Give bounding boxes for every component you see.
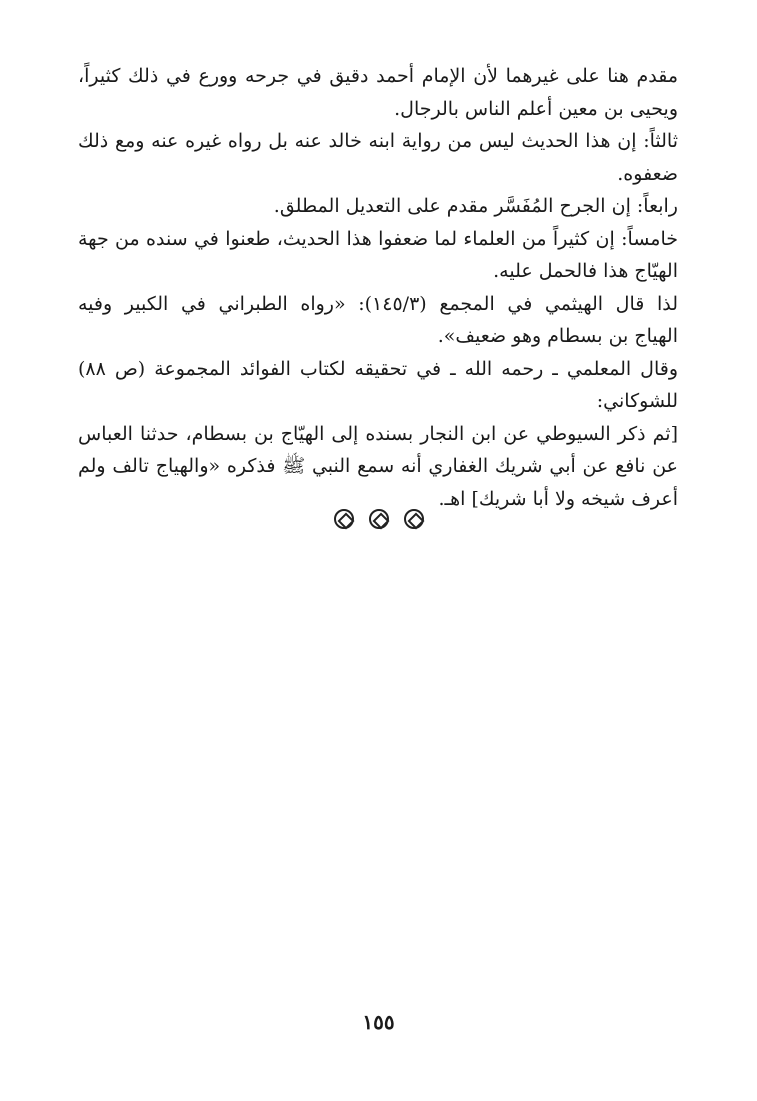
text-line: للشوكاني: <box>596 390 678 412</box>
text-line: أعرف شيخه ولا أبا شريك] اهـ. <box>438 487 678 510</box>
ornament-icon <box>334 509 354 529</box>
ornament-icon <box>404 509 424 529</box>
text-line: وقال المعلمي ـ رحمه الله ـ في تحقيقه لكتاب الفوائد المجموعة (ص ٨٨) <box>78 357 678 380</box>
text-line: الهياج بن بسطام وهو ضعيف». <box>437 325 678 347</box>
text-line: [ثم ذكر السيوطي عن ابن النجار بسنده إلى الهيّاج بن بسطام، حدثنا العباس <box>78 422 678 445</box>
text-line: الهيّاج هذا فالحمل عليه. <box>493 260 678 282</box>
page-number: ١٥٥ <box>362 1010 395 1034</box>
ornament-icon <box>369 509 389 529</box>
text-line: رابعاً: إن الجرح المُفَسَّر مقدم على التعديل المطلق. <box>273 195 678 217</box>
text-line: عن نافع عن أبي شريك الغفاري أنه سمع النبي ﷺ فذكره «والهياج تالف ولم <box>78 455 678 477</box>
text-line: مقدم هنا على غيرهما لأن الإمام أحمد دقيق في جرحه وورع في ذلك كثيراً، <box>78 65 678 87</box>
text-line: خامساً: إن كثيراً من العلماء لما ضعفوا هذا الحديث، طعنوا في سنده من جهة <box>78 227 678 250</box>
text-line: ثالثاً: إن هذا الحديث ليس من رواية ابنه خالد عنه بل رواه غيره عنه ومع ذلك <box>78 130 678 152</box>
section-divider <box>0 509 757 535</box>
text-line: ضعفوه. <box>617 162 678 185</box>
text-line: لذا قال الهيثمي في المجمع (١٤٥/٣): «رواه الطبراني في الكبير وفيه <box>78 292 678 315</box>
body-text <box>78 60 678 515</box>
text-line: ويحيى بن معين أعلم الناس بالرجال. <box>394 97 678 120</box>
